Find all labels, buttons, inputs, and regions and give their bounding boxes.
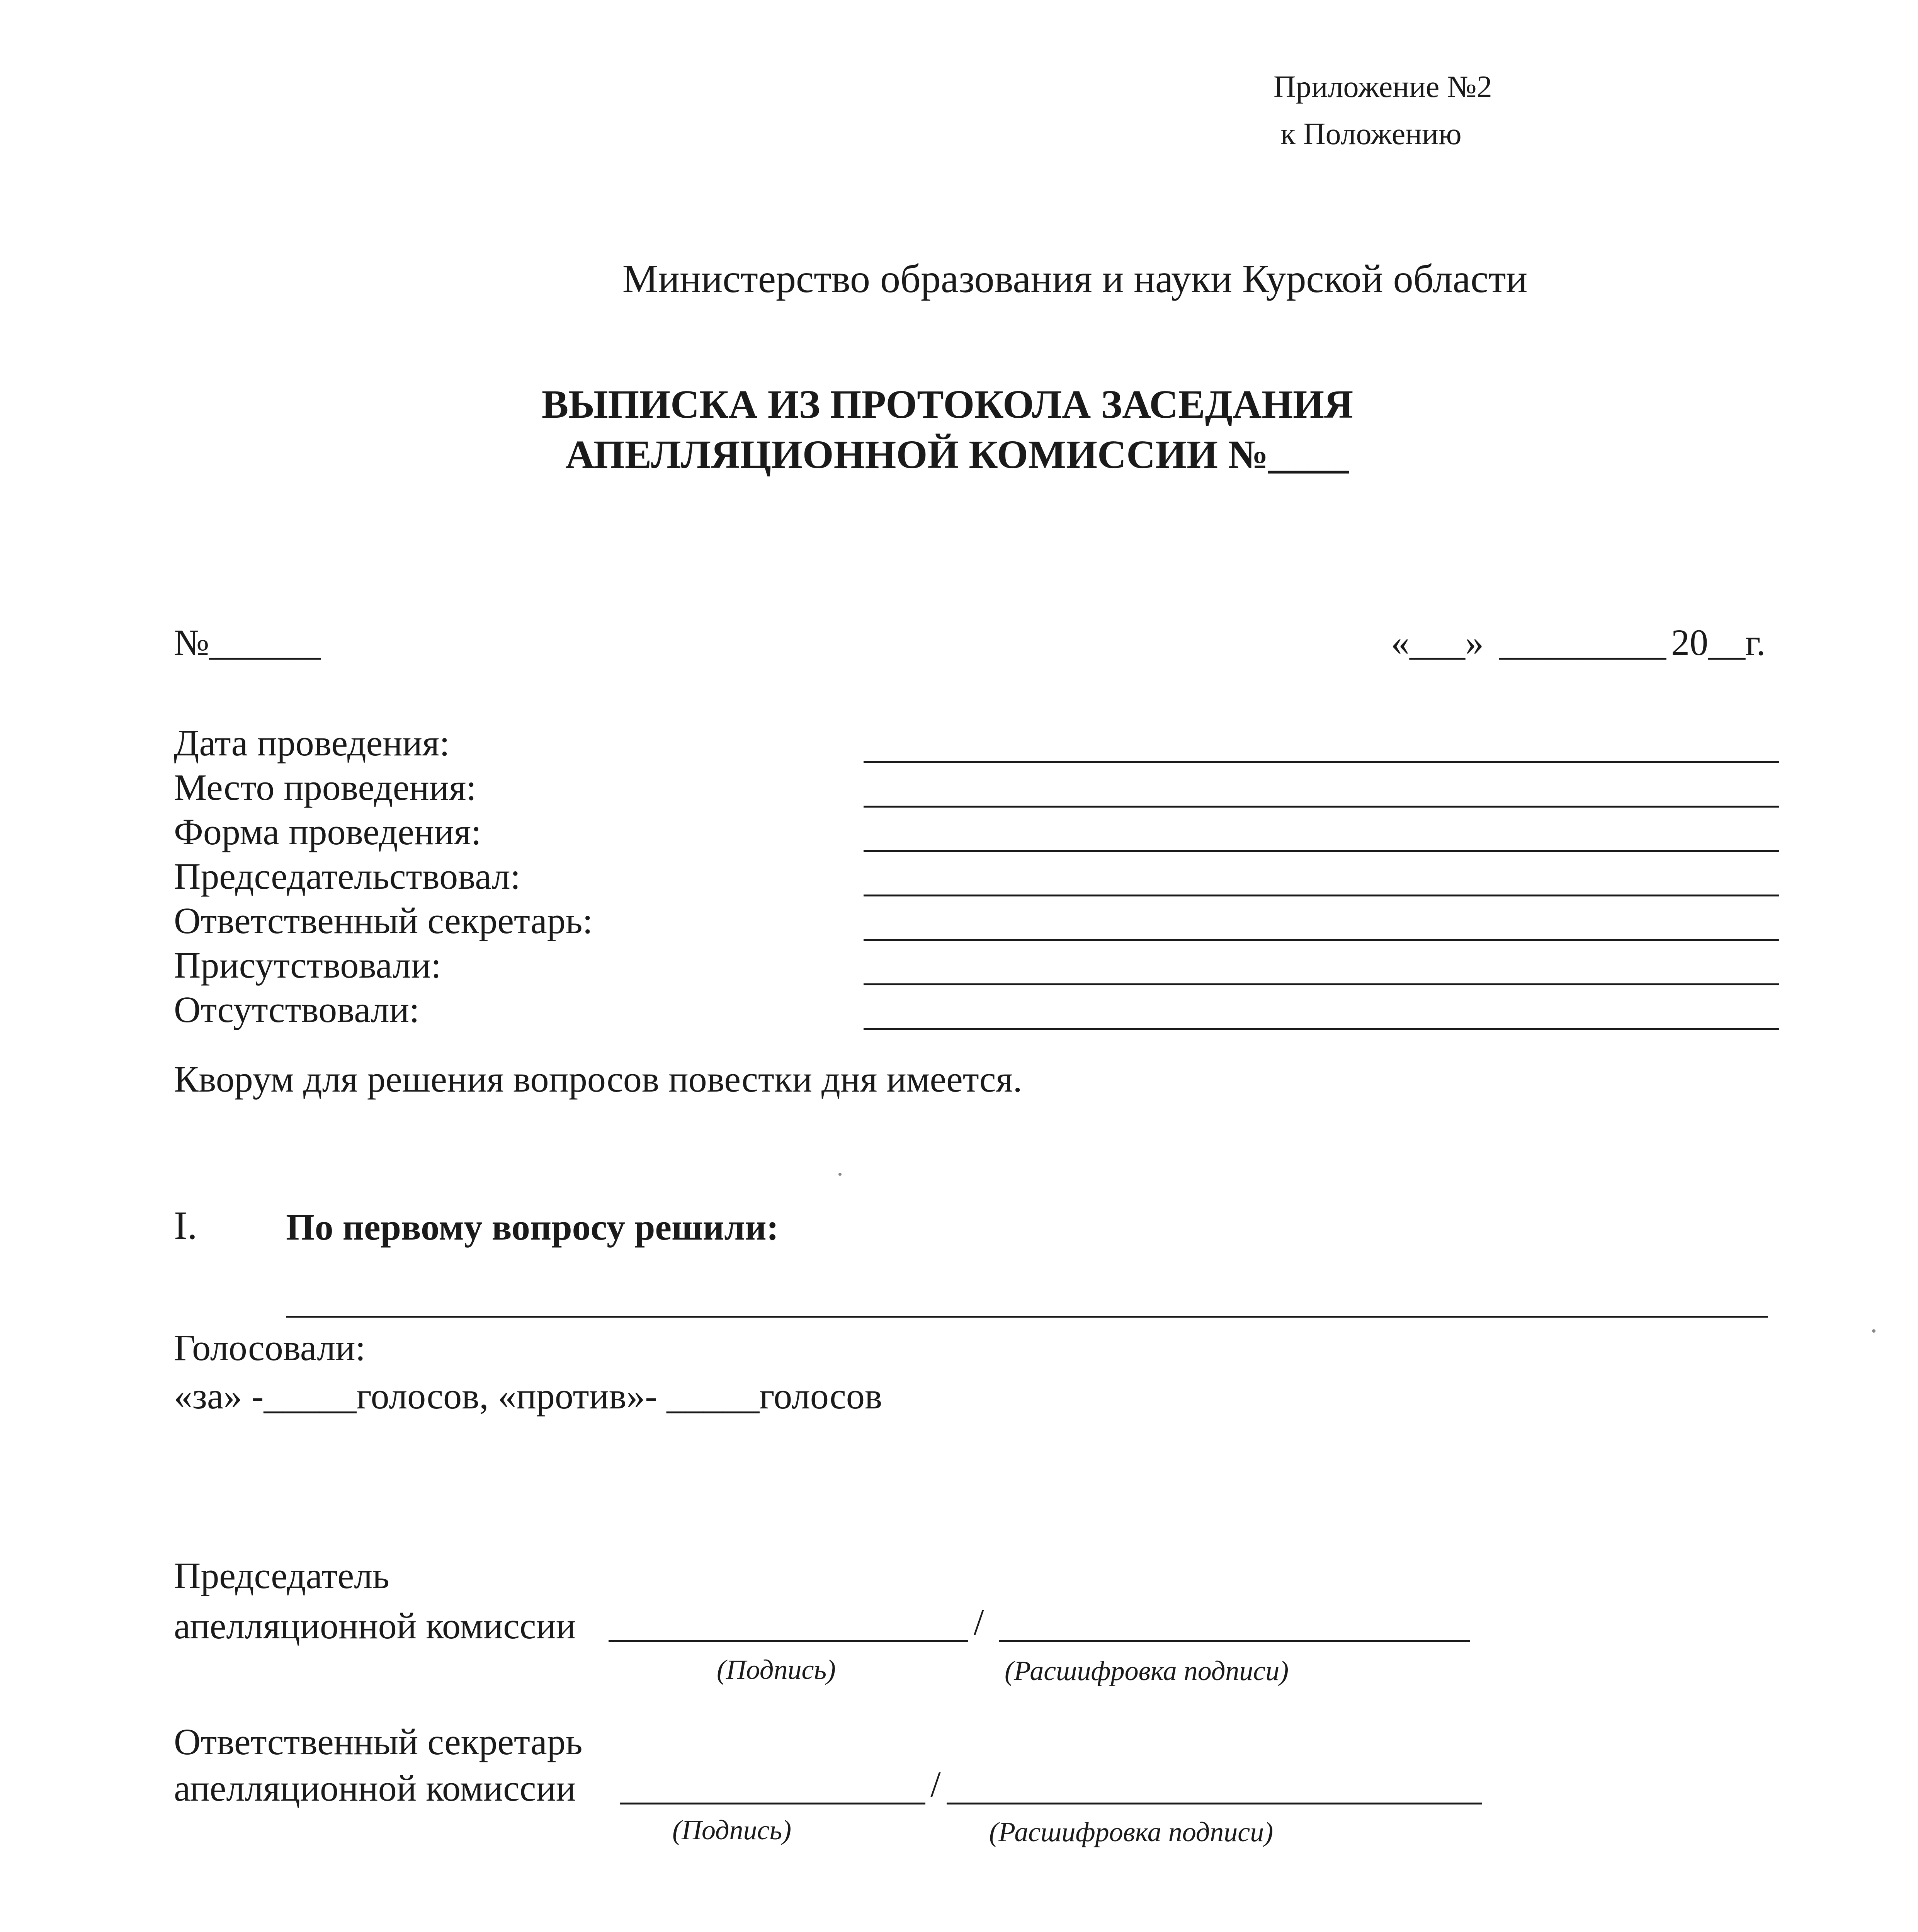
appendix-label: Приложение №2 — [1274, 70, 1492, 104]
secretary-signature-line — [620, 1803, 925, 1804]
chair-signature-caption: (Подпись) — [717, 1654, 836, 1685]
chair-decoding-caption: (Расшифровка подписи) — [1005, 1655, 1289, 1686]
chair-signature-line — [609, 1640, 968, 1642]
field-place-label: Место проведения: — [174, 767, 476, 808]
appendix-reference: к Положению — [1280, 117, 1462, 151]
field-chairman-label: Председательствовал: — [174, 855, 521, 897]
document-title-line1: ВЫПИСКА ИЗ ПРОТОКОЛА ЗАСЕДАНИЯ — [541, 382, 1353, 427]
field-present-line — [864, 983, 1779, 985]
protocol-number: №______ — [174, 622, 321, 663]
date-day: «___» — [1391, 622, 1484, 663]
scan-speck — [1872, 1329, 1875, 1333]
field-form-label: Форма проведения: — [174, 811, 481, 852]
ministry-name: Министерство образования и науки Курской области — [622, 257, 1528, 301]
field-form-line — [864, 850, 1779, 852]
secretary-commission: апелляционной комиссии — [174, 1767, 576, 1809]
secretary-decoding-line — [947, 1803, 1482, 1804]
date-month: _________ — [1499, 622, 1666, 663]
field-secretary-label: Ответственный секретарь: — [174, 900, 593, 941]
field-date-label: Дата проведения: — [174, 722, 450, 764]
field-place-line — [864, 806, 1779, 808]
date-year: 20__г. — [1671, 622, 1766, 663]
secretary-decoding-caption: (Расшифровка подписи) — [989, 1816, 1274, 1847]
field-present-label: Присутствовали: — [174, 944, 441, 986]
secretary-slash: / — [930, 1764, 941, 1805]
chair-decoding-line — [999, 1640, 1470, 1642]
voting-label: Голосовали: — [174, 1327, 366, 1368]
field-chairman-line — [864, 895, 1779, 896]
voting-results: «за» -_____голосов, «против»- _____голосов — [174, 1375, 882, 1417]
question-heading: По первому вопросу решили: — [286, 1206, 779, 1248]
field-absent-line — [864, 1028, 1779, 1030]
decision-line — [286, 1316, 1768, 1318]
chair-title: Председатель — [174, 1555, 389, 1596]
chair-commission: апелляционной комиссии — [174, 1605, 576, 1646]
secretary-signature-caption: (Подпись) — [672, 1815, 792, 1845]
chair-slash: / — [974, 1601, 984, 1643]
document-title-line2: АПЕЛЛЯЦИОННОЙ КОМИССИИ №____ — [565, 432, 1349, 477]
field-absent-label: Отсутствовали: — [174, 989, 420, 1030]
secretary-title: Ответственный секретарь — [174, 1721, 583, 1762]
field-date-line — [864, 761, 1779, 763]
quorum-statement: Кворум для решения вопросов повестки дня имеется. — [174, 1058, 1022, 1100]
question-number: I. — [174, 1203, 197, 1248]
scan-speck — [838, 1173, 842, 1176]
field-secretary-line — [864, 939, 1779, 941]
